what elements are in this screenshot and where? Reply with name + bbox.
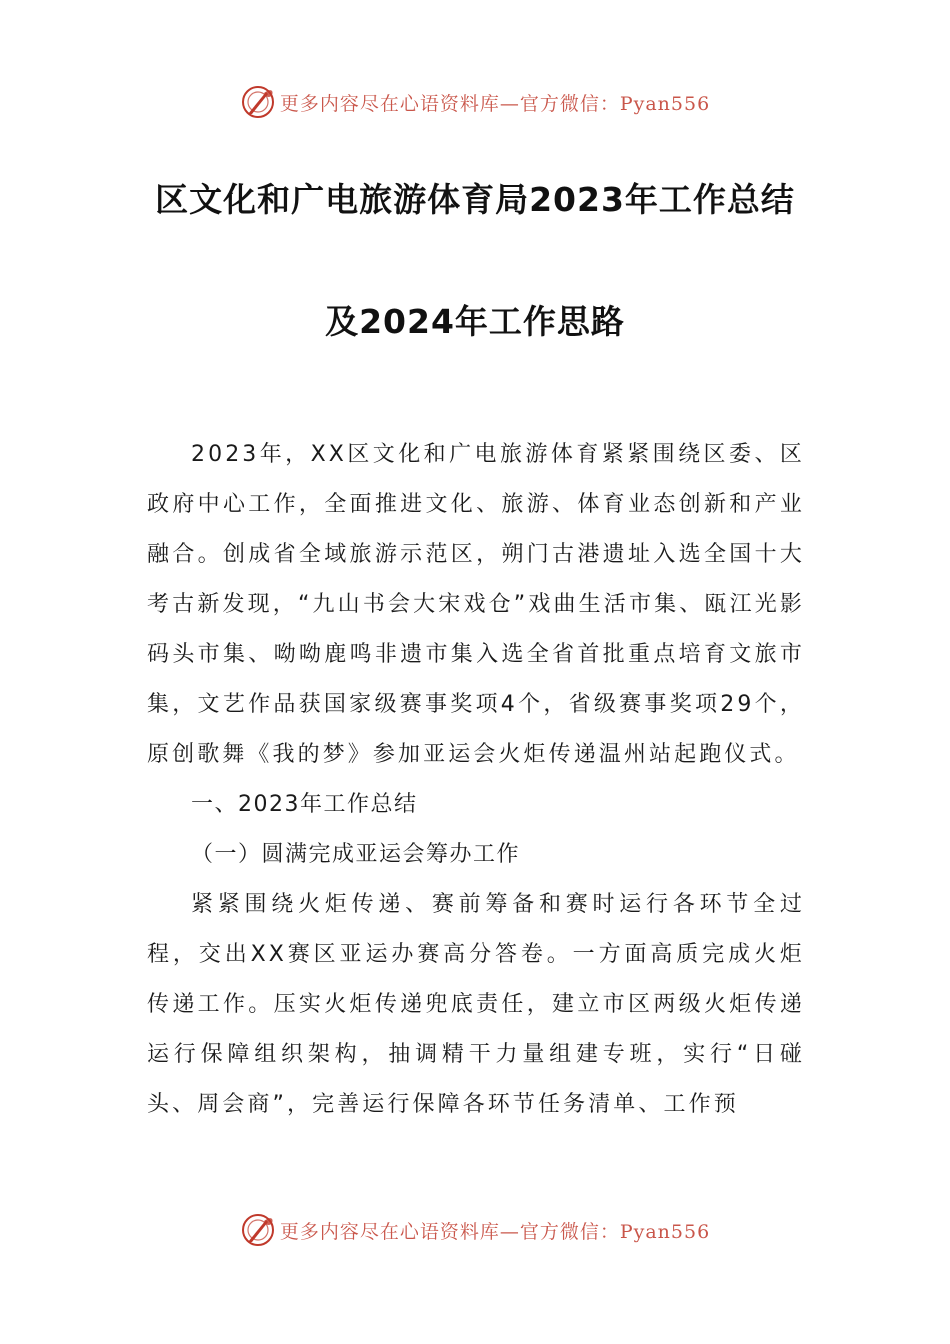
quill-logo-icon (240, 84, 276, 120)
section-heading: 一、2023年工作总结 (191, 792, 418, 817)
watermark-text: 更多内容尽在心语资料库—官方微信：Pyan556 (279, 92, 711, 115)
watermark-text: 更多内容尽在心语资料库—官方微信：Pyan556 (279, 1220, 711, 1243)
quill-logo-icon (240, 1212, 276, 1248)
watermark-banner-bottom (0, 1208, 950, 1252)
document-title-line-2: 及2024年工作思路 (325, 302, 625, 341)
subsection-paragraph: 紧紧围绕火炬传递、赛前筹备和赛时运行各环节全过程，交出XX赛区亚运办赛高分答卷。一方面高质完成火炬传递工作。压实火炬传递兜底责任，建立市区两级火炬传递运行保障组织架构，抽调精干力量组建专班，实行“日碰头、周会商”，完善运行保障各环节任务清单、工作预 (147, 892, 805, 1117)
intro-paragraph: 2023年，XX区文化和广电旅游体育紧紧围绕区委、区政府中心工作，全面推进文化、旅游、体育业态创新和产业融合。创成省全域旅游示范区，朔门古港遗址入选全国十大考古新发现，“九山书会大宋戏仓”戏曲生活市集、瓯江光影码头市集、呦呦鹿鸣非遗市集入选全省首批重点培育文旅市集，文艺作品获国家级赛事奖项4个，省级赛事奖项29个，原创歌舞《我的梦》参加亚运会火炬传递温州站起跑仪式。 (147, 442, 805, 767)
document-title-line-1: 区文化和广电旅游体育局2023年工作总结 (155, 180, 795, 219)
watermark-banner-top (0, 80, 950, 124)
document-body (147, 430, 805, 1130)
subsection-heading: （一）圆满完成亚运会筹办工作 (191, 842, 521, 867)
